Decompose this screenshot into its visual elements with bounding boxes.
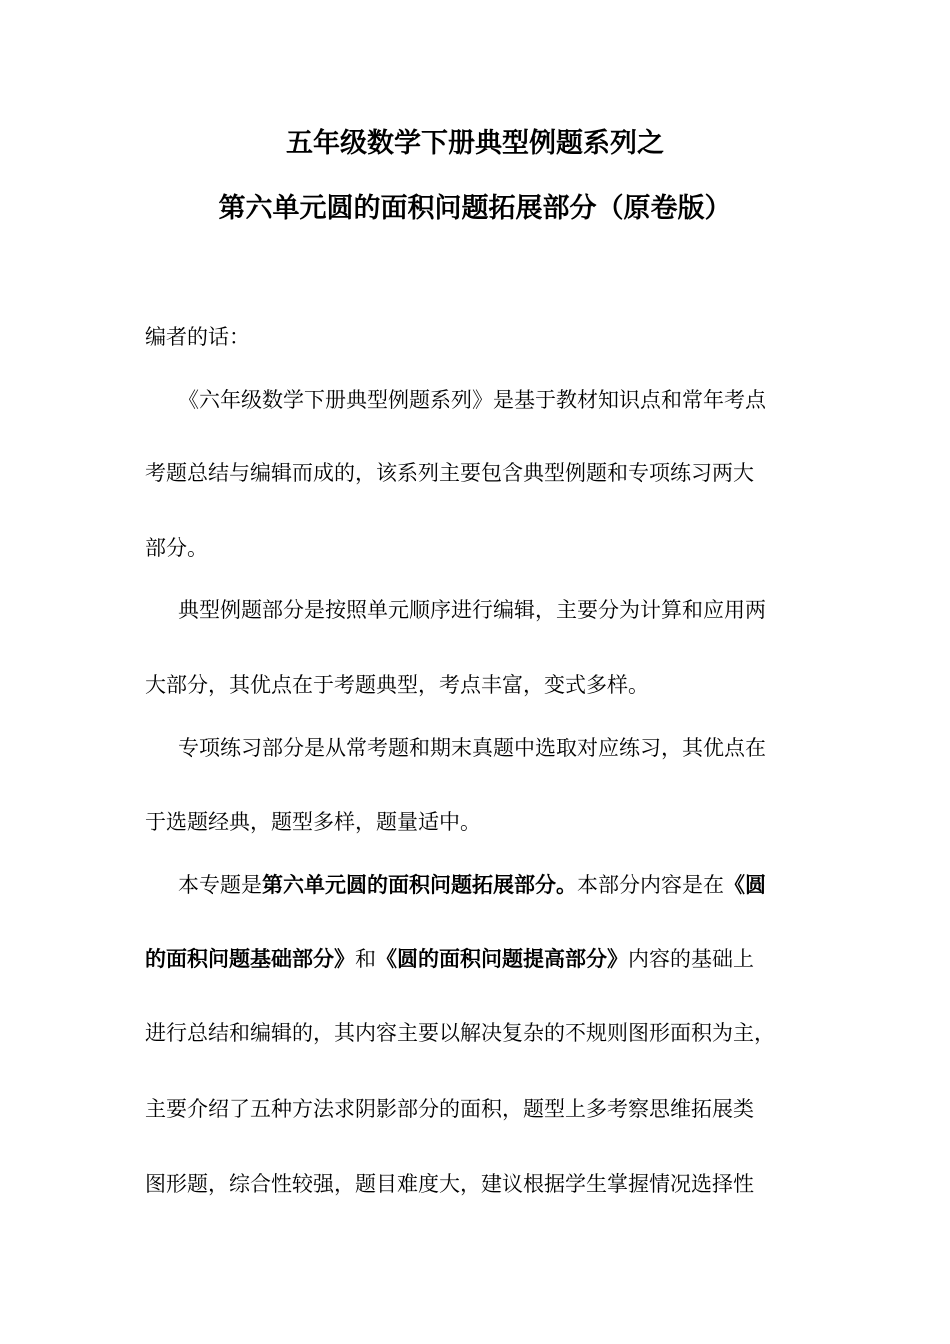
topic-content-text: 本部分内容是在 — [577, 873, 724, 897]
document-title-line-1: 五年级数学下册典型例题系列之 — [286, 128, 664, 159]
intro-paragraph-line-2: 考题总结与编辑而成的，该系列主要包含典型例题和专项练习两大 — [145, 461, 754, 485]
examples-paragraph-line-1: 典型例题部分是按照单元顺序进行编辑，主要分为计算和应用两 — [178, 598, 766, 622]
intro-paragraph-line-1: 《六年级数学下册典型例题系列》是基于教材知识点和常年考点 — [178, 388, 766, 412]
document-title-line-2: 第六单元圆的面积问题拓展部分（原卷版） — [218, 193, 732, 224]
topic-intro-text: 本专题是 — [178, 873, 262, 897]
editor-note-label: 编者的话： — [145, 325, 250, 349]
topic-unit-name: 第六单元圆的面积问题拓展部分。 — [262, 873, 577, 897]
basic-part-ref-start: 《圆 — [724, 873, 766, 897]
examples-paragraph-line-2: 大部分，其优点在于考题典型，考点丰富，变式多样。 — [145, 673, 649, 697]
intro-paragraph-line-3: 部分。 — [145, 536, 208, 560]
topic-basis-text: 内容的基础上 — [628, 947, 754, 971]
advanced-part-ref: 《圆的面积问题提高部分》 — [376, 947, 628, 971]
topic-paragraph-line-1 — [178, 870, 766, 900]
practice-paragraph-line-1: 专项练习部分是从常考题和期末真题中选取对应练习，其优点在 — [178, 736, 766, 760]
basic-part-ref-end: 的面积问题基础部分》 — [145, 947, 355, 971]
topic-paragraph-line-4: 主要介绍了五种方法求阴影部分的面积，题型上多考察思维拓展类 — [145, 1097, 754, 1121]
practice-paragraph-line-2: 于选题经典，题型多样，题量适中。 — [145, 810, 481, 834]
conjunction-text: 和 — [355, 947, 376, 971]
topic-paragraph-line-3: 进行总结和编辑的，其内容主要以解决复杂的不规则图形面积为主， — [145, 1021, 775, 1045]
topic-paragraph-line-2 — [145, 944, 754, 974]
topic-paragraph-line-5: 图形题，综合性较强，题目难度大，建议根据学生掌握情况选择性 — [145, 1172, 754, 1196]
